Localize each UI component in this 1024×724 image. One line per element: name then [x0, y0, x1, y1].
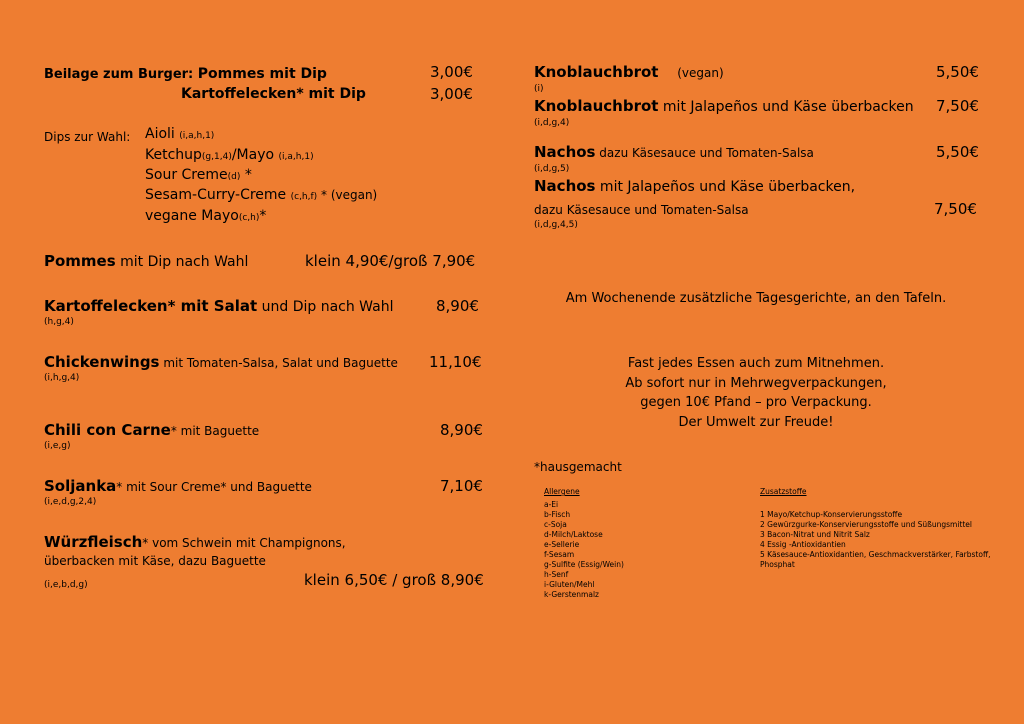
hausgemacht-note: *hausgemacht [534, 460, 622, 474]
takeaway-line: gegen 10€ Pfand – pro Verpackung. [640, 395, 872, 410]
item-nachos-allergens: (i,d,g,5) [534, 164, 570, 174]
item-name: Würzfleisch [44, 533, 143, 551]
dip-suffix: * [259, 208, 267, 224]
dip-allergens: (c,h,f) [290, 192, 318, 202]
item-chili-allergens: (i,e,g) [44, 441, 71, 451]
item-wurzfleisch-desc2: überbacken mit Käse, dazu Baguette [44, 554, 266, 568]
takeaway-line: Der Umwelt zur Freude! [678, 414, 834, 430]
allergen-entry: g-Sulfite (Essig/Wein) [544, 560, 624, 569]
item-desc: (vegan) [677, 66, 724, 80]
beilage-pommes-price: 3,00€ [430, 63, 473, 81]
dips-label: Dips zur Wahl: [44, 130, 131, 144]
item-nachos-jalapenos [534, 177, 855, 195]
item-desc: mit Jalapeños und Käse überbacken [658, 99, 914, 115]
dip-name: /Mayo [231, 147, 275, 163]
item-knoblauchbrot-jalapenos [534, 97, 914, 115]
item-wurzfleisch [44, 533, 346, 551]
item-kartoffelecken-allergens: (h,g,4) [44, 317, 74, 327]
item-name: Chickenwings [44, 353, 160, 371]
zusatz-entry: 2 Gewürzgurke-Konservierungsstoffe und Süßungsmittel [760, 520, 973, 529]
zusatz-entry: 5 Käsesauce-Antioxidantien, Geschmackverstärker, Farbstoff, [760, 550, 991, 559]
dip-name: Sesam-Curry-Creme [145, 187, 287, 203]
allergen-entry: f-Sesam [544, 550, 575, 559]
item-chickenwings-price: 11,10€ [429, 353, 482, 371]
item-chickenwings-allergens: (i,h,g,4) [44, 373, 80, 383]
beilage-kartoffelecken-price: 3,00€ [430, 85, 473, 103]
takeaway-line: Ab sofort nur in Mehrwegverpackungen, [625, 375, 887, 391]
item-desc: * mit Sour Creme* und Baguette [116, 480, 312, 494]
item-soljanka-allergens: (i,e,d,g,2,4) [44, 497, 97, 507]
item-nachos [534, 143, 814, 161]
dip-sesam-curry [145, 187, 377, 203]
dip-allergens: (i,a,h,1) [179, 131, 215, 141]
item-soljanka [44, 477, 312, 495]
item-name: Knoblauchbrot [534, 63, 659, 81]
allergen-entry: d-Milch/Laktose [544, 530, 603, 539]
item-wurzfleisch-allergens: (i,e,b,d,g) [44, 580, 88, 590]
dip-allergens: (i,a,h,1) [278, 152, 314, 162]
item-name: Nachos [534, 143, 596, 161]
item-knoblauchbrot-price: 5,50€ [936, 63, 979, 81]
dip-ketchup-mayo [145, 147, 314, 163]
item-pommes-price: klein 4,90€/groß 7,90€ [305, 252, 476, 270]
dip-name: Aioli [145, 126, 175, 142]
zusatz-title: Zusatzstoffe [760, 487, 807, 496]
item-pommes [44, 252, 248, 270]
item-knoblauchbrot-jalapenos-price: 7,50€ [936, 97, 979, 115]
item-name: Kartoffelecken* mit Salat [44, 297, 258, 315]
dip-name: Ketchup [145, 147, 202, 163]
item-name: Soljanka [44, 477, 117, 495]
item-name: Nachos [534, 177, 596, 195]
zusatzstoffe-list [760, 487, 991, 570]
beilage-heading [44, 66, 327, 82]
item-chili [44, 421, 259, 439]
item-nachos-price: 5,50€ [936, 143, 979, 161]
beilage-pommes: Pommes mit Dip [197, 66, 327, 82]
item-kartoffelecken [44, 297, 393, 315]
dip-allergens: (c,h) [238, 213, 260, 223]
weekend-notice: Am Wochenende zusätzliche Tagesgerichte, an den Tafeln. [565, 291, 947, 306]
item-desc: mit Jalapeños und Käse überbacken, [595, 179, 856, 195]
allergen-entry: a-Ei [544, 500, 559, 509]
dip-allergens: (d) [227, 172, 241, 182]
beilage-label: Beilage zum Burger: [44, 67, 194, 82]
dip-vegane-mayo [145, 208, 266, 224]
allergene-list [544, 487, 624, 600]
dip-name: Sour Creme [145, 167, 228, 183]
item-desc: mit Tomaten-Salsa, Salat und Baguette [159, 356, 398, 370]
allergen-entry: i-Gluten/Mehl [544, 580, 595, 589]
item-desc: und Dip nach Wahl [257, 299, 394, 315]
item-desc: * mit Baguette [170, 424, 260, 438]
beilage-kartoffelecken: Kartoffelecken* mit Dip [181, 86, 366, 102]
zusatz-entry: 1 Mayo/Ketchup-Konservierungsstoffe [760, 510, 903, 519]
item-name: Chili con Carne [44, 421, 171, 439]
item-nachos-jalapenos-price: 7,50€ [934, 200, 977, 218]
takeaway-line: Fast jedes Essen auch zum Mitnehmen. [627, 356, 885, 371]
allergene-title: Allergene [544, 487, 580, 496]
allergen-entry: h-Senf [544, 570, 569, 579]
item-knoblauchbrot-jalapenos-allergens: (i,d,g,4) [534, 118, 570, 128]
allergen-entry: k-Gerstenmalz [544, 590, 599, 599]
item-name: Knoblauchbrot [534, 97, 659, 115]
item-chickenwings [44, 353, 398, 371]
takeaway-notice [534, 354, 978, 432]
zusatz-entry: 3 Bacon-Nitrat und Nitrit Salz [760, 530, 870, 539]
dip-suffix: * (vegan) [317, 188, 378, 202]
dip-name: vegane Mayo [145, 208, 239, 224]
zusatz-entry: Phosphat [760, 560, 795, 569]
item-knoblauchbrot [534, 63, 724, 81]
dip-suffix: * [240, 167, 252, 183]
item-desc: dazu Käsesauce und Tomaten-Salsa [595, 146, 814, 160]
allergen-entry: e-Sellerie [544, 540, 580, 549]
dip-allergens: (g,1,4) [201, 152, 232, 162]
item-name: Pommes [44, 252, 116, 270]
allergen-entry: b-Fisch [544, 510, 571, 519]
dip-aioli [145, 126, 214, 142]
item-nachos-jalapenos-desc2: dazu Käsesauce und Tomaten-Salsa [534, 203, 749, 217]
item-desc: * vom Schwein mit Champignons, [142, 536, 346, 550]
item-desc: mit Dip nach Wahl [115, 254, 249, 270]
item-knoblauchbrot-allergens: (i) [534, 84, 544, 94]
item-chili-price: 8,90€ [440, 421, 483, 439]
item-soljanka-price: 7,10€ [440, 477, 483, 495]
allergen-entry: c-Soja [544, 520, 567, 529]
zusatz-entry: 4 Essig -Antioxidantien [760, 540, 846, 549]
dip-sour-creme [145, 167, 252, 183]
item-nachos-jalapenos-allergens: (i,d,g,4,5) [534, 220, 578, 230]
item-kartoffelecken-price: 8,90€ [436, 297, 479, 315]
item-wurzfleisch-price: klein 6,50€ / groß 8,90€ [304, 571, 484, 589]
